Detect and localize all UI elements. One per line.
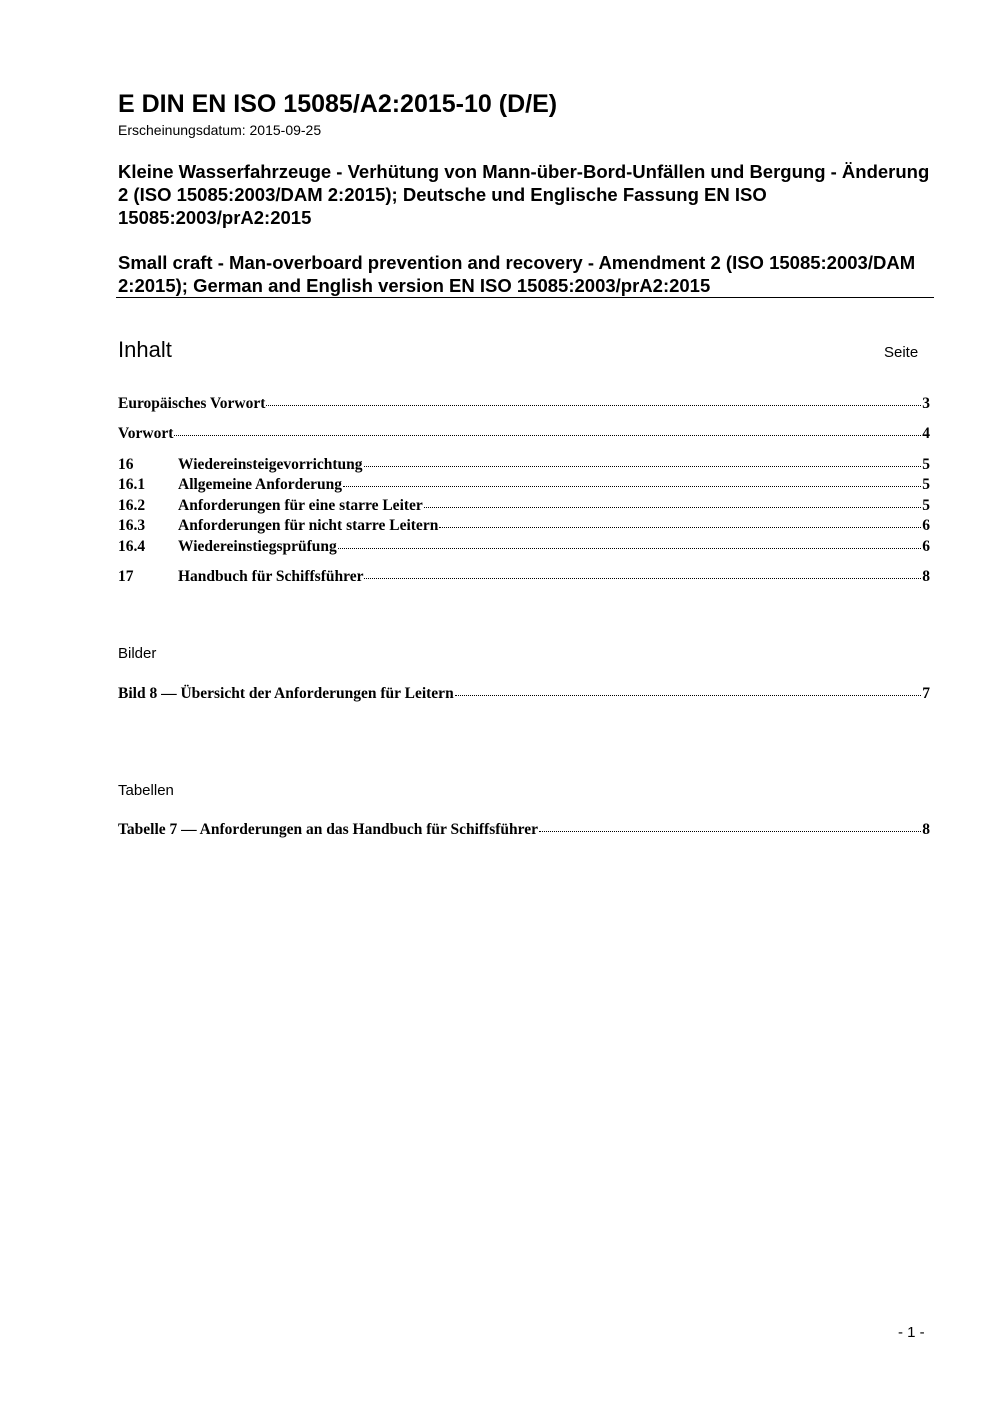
toc-entry-number: 16.1: [118, 476, 146, 493]
publication-date: Erscheinungsdatum: 2015-09-25: [118, 122, 322, 138]
toc-entry[interactable]: [118, 538, 930, 558]
toc-leader-dots: [343, 486, 921, 487]
toc-entry[interactable]: [118, 425, 930, 445]
toc-entry-page: 5: [922, 476, 930, 493]
table-entry-title: Tabelle 7 — Anforderungen an das Handbuch für Schiffsführer: [118, 821, 539, 838]
document-id: E DIN EN ISO 15085/A2:2015-10 (D/E): [118, 90, 558, 118]
toc-leader-dots: [455, 695, 922, 696]
toc-leader-dots: [439, 527, 921, 528]
toc-entry-page: 8: [922, 568, 930, 585]
toc-leader-dots: [174, 435, 921, 436]
toc-entry-title: Handbuch für Schiffsführer: [178, 568, 364, 585]
title-english: Small craft - Man-overboard prevention and recovery - Amendment 2 (ISO 15085:2003/DAM 2:2015); German and English version EN ISO 15085:2003/prA2:2015: [118, 252, 916, 296]
toc-entry[interactable]: [118, 497, 930, 517]
toc-entry[interactable]: [118, 568, 930, 588]
toc-entry-number: 16.2: [118, 497, 146, 514]
toc-entry-title: Wiedereinstiegsprüfung: [178, 538, 337, 555]
toc-entry-page: 6: [922, 538, 930, 555]
toc-entry-page: 6: [922, 517, 930, 534]
toc-entry[interactable]: [118, 476, 930, 496]
toc-entry-number: 16: [118, 456, 134, 473]
toc-leader-dots: [266, 405, 921, 406]
toc-entry[interactable]: [118, 395, 930, 415]
toc-entry-title: Vorwort: [118, 425, 174, 442]
toc-entry-number: 17: [118, 568, 134, 585]
toc-entry[interactable]: [118, 517, 930, 537]
toc-entry-title: Europäisches Vorwort: [118, 395, 266, 412]
toc-heading: Inhalt: [118, 337, 172, 362]
toc-entry-page: 5: [922, 456, 930, 473]
figure-entry-title: Bild 8 — Übersicht der Anforderungen für Leitern: [118, 685, 454, 702]
figures-heading: Bilder: [118, 645, 157, 662]
toc-entry-page: 3: [922, 395, 930, 412]
figure-entry[interactable]: [118, 685, 930, 705]
table-entry[interactable]: [118, 821, 930, 841]
toc-entry-number: 16.4: [118, 538, 146, 555]
toc-entry-page: 5: [922, 497, 930, 514]
toc-entry-number: 16.3: [118, 517, 146, 534]
toc-entry[interactable]: [118, 456, 930, 476]
page-column-label: Seite: [884, 344, 919, 361]
header-divider: [116, 297, 934, 298]
toc-leader-dots: [364, 578, 921, 579]
toc-entry-title: Anforderungen für nicht starre Leitern: [178, 517, 439, 534]
toc-leader-dots: [539, 831, 921, 832]
toc-entry-title: Allgemeine Anforderung: [178, 476, 343, 493]
toc-entry-title: Anforderungen für eine starre Leiter: [178, 497, 423, 514]
toc-entry-page: 4: [922, 425, 930, 442]
tables-heading: Tabellen: [118, 782, 174, 799]
toc-leader-dots: [338, 548, 922, 549]
toc-entry-title: Wiedereinsteigevorrichtung: [178, 456, 363, 473]
title-german: Kleine Wasserfahrzeuge - Verhütung von Mann-über-Bord-Unfällen und Bergung - Änderung 2 (ISO 15085:2003/DAM 2:2015); Deutsche und Englische Fassung EN ISO 15085:2003/prA2:2015: [118, 161, 930, 228]
page-number: - 1 -: [898, 1324, 925, 1341]
table-entry-page: 8: [922, 821, 930, 838]
toc-leader-dots: [364, 466, 922, 467]
figure-entry-page: 7: [922, 685, 930, 702]
toc-leader-dots: [424, 507, 921, 508]
